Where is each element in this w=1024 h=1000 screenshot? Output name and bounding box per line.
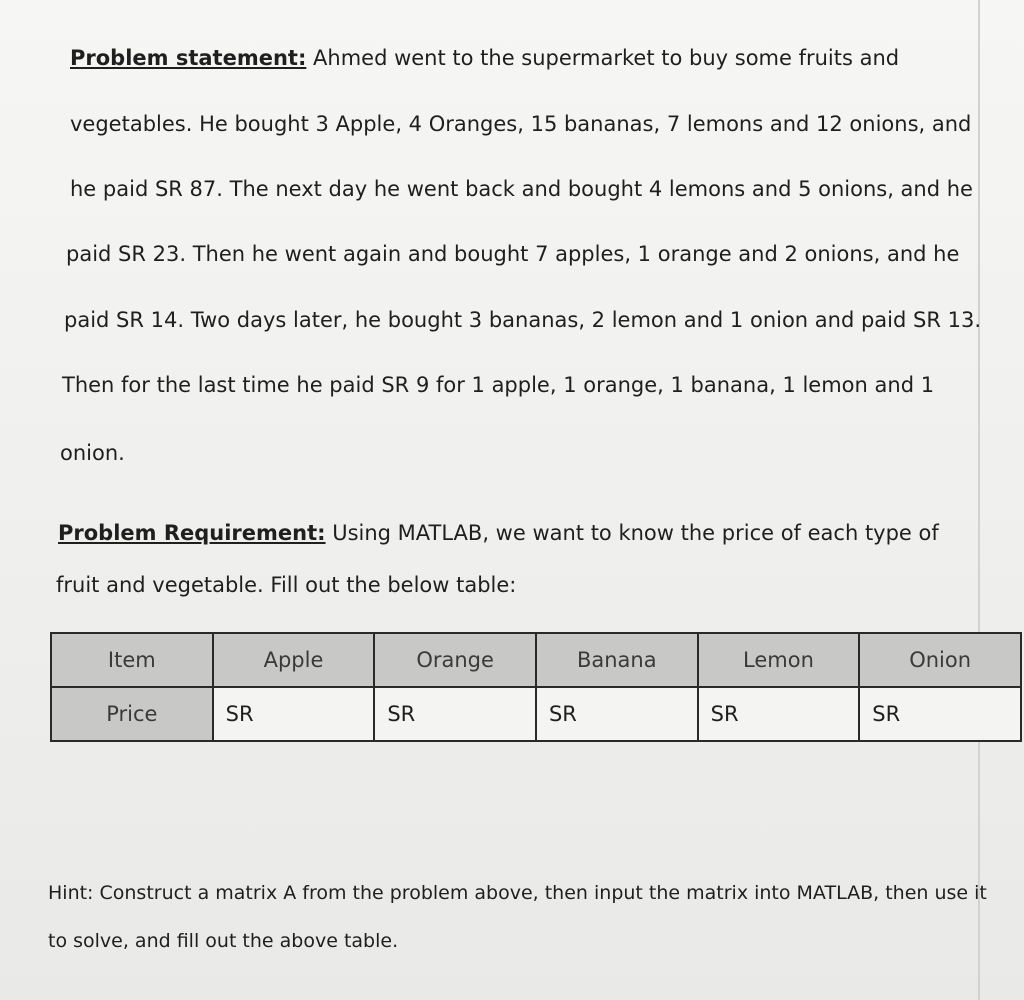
statement-line-5: paid SR 14. Two days later, he bought 3 bananas, 2 lemon and 1 onion and paid SR 13. (64, 308, 982, 332)
banana-header-cell: Banana (536, 633, 698, 687)
problem-statement-label: Problem statement: (70, 46, 307, 70)
statement-line-7: onion. (60, 441, 125, 465)
statement-text: Ahmed went to the supermarket to buy some fruits and (306, 46, 900, 70)
problem-requirement-label: Problem Requirement: (58, 521, 326, 545)
statement-line-4: paid SR 23. Then he went again and bought 7 apples, 1 orange and 2 onions, and he (66, 242, 960, 266)
banana-price-cell: SR (536, 687, 698, 741)
apple-header-cell: Apple (213, 633, 375, 687)
onion-header-cell: Onion (859, 633, 1021, 687)
price-label-cell: Price (51, 687, 213, 741)
lemon-header-cell: Lemon (698, 633, 860, 687)
statement-line-1 (70, 46, 899, 70)
orange-price-cell: SR (374, 687, 536, 741)
statement-line-2: vegetables. He bought 3 Apple, 4 Oranges, 15 bananas, 7 lemons and 12 onions, and (70, 112, 972, 136)
statement-line-6: Then for the last time he paid SR 9 for 1 apple, 1 orange, 1 banana, 1 lemon and 1 (62, 373, 935, 397)
lemon-price-cell: SR (698, 687, 860, 741)
requirement-line-2: fruit and vegetable. Fill out the below table: (56, 573, 517, 597)
item-header-cell: Item (51, 633, 213, 687)
hint-line-2: to solve, and fill out the above table. (48, 930, 399, 952)
page-fold-line (978, 0, 980, 1000)
price-table-container (50, 632, 1022, 742)
requirement-line-1 (58, 521, 939, 545)
onion-price-cell: SR (859, 687, 1021, 741)
orange-header-cell: Orange (374, 633, 536, 687)
price-table (50, 632, 1022, 742)
apple-price-cell: SR (213, 687, 375, 741)
statement-line-3: he paid SR 87. The next day he went back and bought 4 lemons and 5 onions, and he (70, 177, 973, 201)
hint-line-1: Hint: Construct a matrix A from the problem above, then input the matrix into MATLAB, then use it (48, 882, 987, 904)
requirement-text: Using MATLAB, we want to know the price of each type of (325, 521, 939, 545)
price-row (51, 687, 1021, 741)
table-header-row (51, 633, 1021, 687)
